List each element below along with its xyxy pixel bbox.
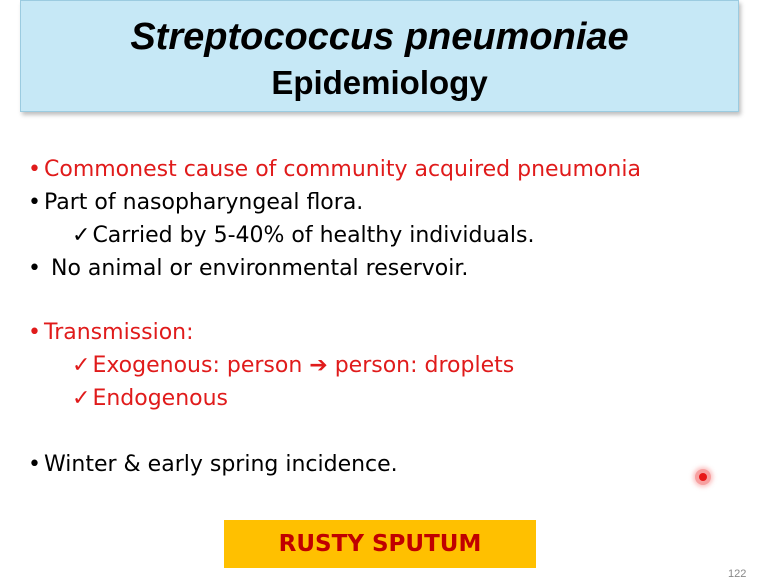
bullet-text: Part of nasopharyngeal flora. — [44, 190, 364, 215]
sub-item-text: Carried by 5-40% of healthy individuals. — [92, 223, 535, 248]
bullet-item-nasopharyngeal — [28, 188, 363, 218]
bullet-text: Transmission: — [44, 320, 194, 345]
checkmark-icon: ✓ — [72, 353, 91, 378]
bullet-marker: • — [28, 190, 41, 215]
rusty-sputum-banner: RUSTY SPUTUM — [224, 520, 536, 568]
title-box — [20, 0, 739, 112]
bullet-text: Winter & early spring incidence. — [44, 452, 398, 477]
bullet-item-commonest-cause — [28, 155, 641, 185]
checkmark-icon: ✓ — [72, 386, 91, 411]
slide-title: Streptococcus pneumoniae — [130, 16, 629, 58]
bullet-item-reservoir — [28, 254, 468, 284]
slide-subtitle: Epidemiology — [271, 64, 488, 101]
checkmark-icon: ✓ — [72, 223, 91, 248]
bullet-item-winter — [28, 450, 398, 480]
sub-item-endogenous — [72, 384, 228, 414]
sub-item-exogenous — [72, 351, 514, 381]
bullet-marker: • — [28, 157, 41, 182]
bullet-marker: • — [28, 320, 41, 345]
bullet-marker: • — [28, 256, 41, 281]
sub-item-carried — [72, 221, 534, 251]
sub-item-text: Endogenous — [92, 386, 229, 411]
laser-pointer-icon — [695, 469, 711, 485]
bullet-item-transmission — [28, 318, 194, 348]
page-number: 122 — [728, 568, 747, 580]
arrow-right-icon: ➔ — [309, 353, 328, 378]
bullet-text: Commonest cause of community acquired pneumonia — [44, 157, 641, 182]
bullet-text: No animal or environmental reservoir. — [44, 256, 469, 281]
bullet-marker: • — [28, 452, 41, 477]
sub-item-text: Exogenous: person — [92, 353, 310, 378]
sub-item-text: person: droplets — [327, 353, 515, 378]
